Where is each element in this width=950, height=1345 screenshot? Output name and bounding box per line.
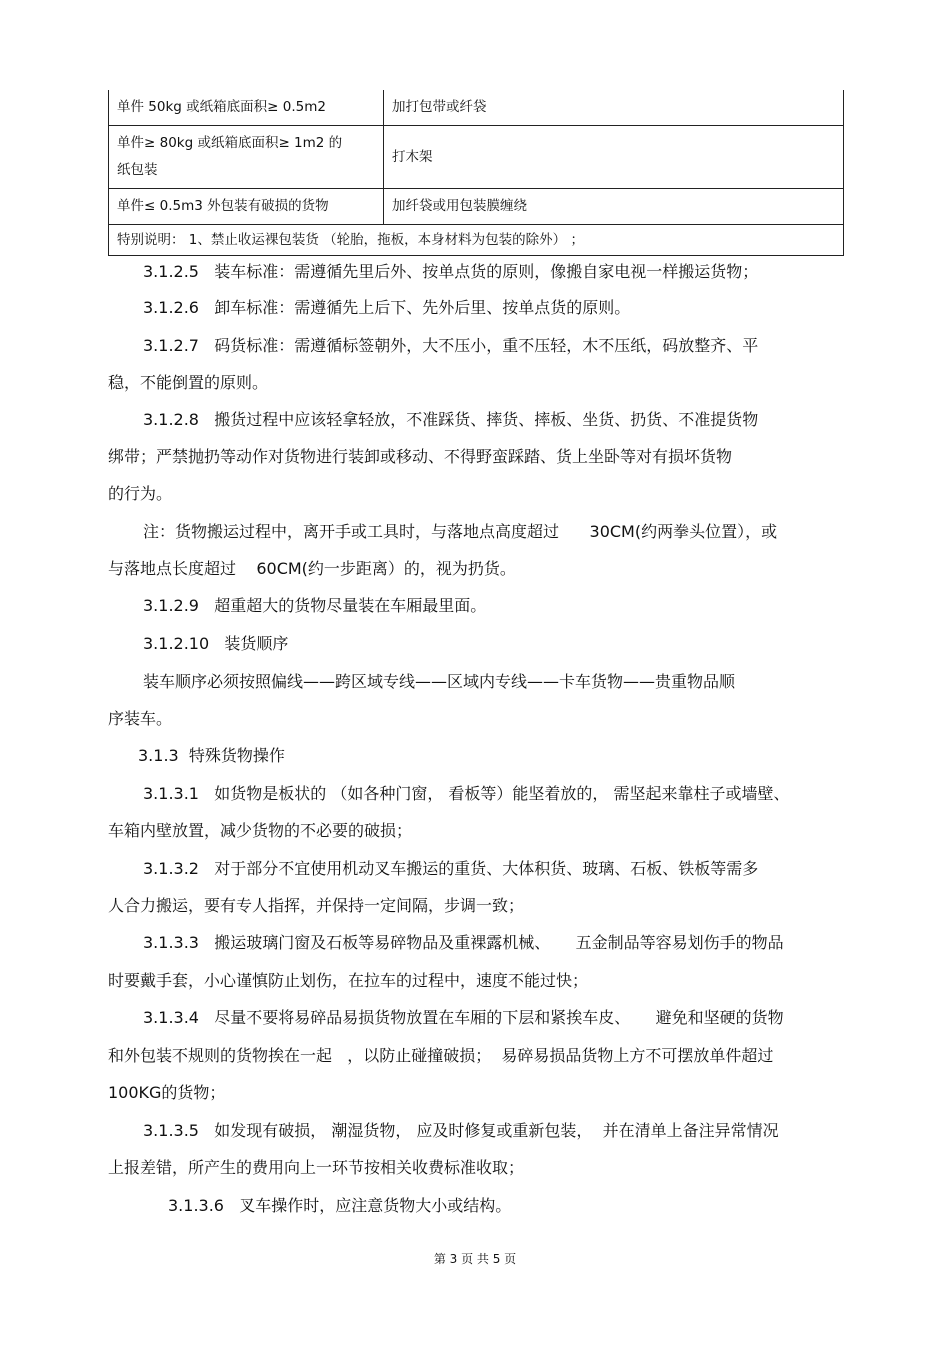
table-cell-condition bbox=[109, 126, 384, 189]
table-cell-action: 加纤袋或用包装膜缠绕 bbox=[384, 189, 844, 225]
table-note: 特别说明： 1、禁止收运裸包装货 （轮胎，拖板，本身材料为包装的除外） ； bbox=[109, 225, 844, 256]
table-cell-action: 加打包带或纤袋 bbox=[384, 90, 844, 126]
clause-3-1-3-6: 3.1.3.6 叉车操作时，应注意货物大小或结构。 bbox=[168, 1196, 512, 1215]
table-cell-condition: 单件≤ 0.5m3 外包装有破损的货物 bbox=[109, 189, 384, 225]
clause-3-1-3-5-cont: 上报差错，所产生的费用向上一环节按相关收费标准收取； bbox=[108, 1158, 525, 1177]
clause-3-1-3-5: 3.1.3.5 如发现有破损， 潮湿货物， 应及时修复或重新包装， 并在清单上备注异常情况 bbox=[143, 1121, 779, 1140]
clause-3-1-2-8-cont: 绑带；严禁抛扔等动作对货物进行装卸或移动、不得野蛮踩踏、货上坐卧等对有损坏货物 bbox=[108, 447, 733, 466]
table-row bbox=[109, 189, 844, 225]
clause-3-1-3-1: 3.1.3.1 如货物是板状的 （如各种门窗， 看板等）能坚着放的， 需坚起来靠柱子或墙壁、 bbox=[143, 784, 790, 803]
table-cell-action: 打木架 bbox=[384, 126, 844, 189]
loading-order-cont: 序装车。 bbox=[108, 709, 173, 728]
clause-3-1-2-6: 3.1.2.6 卸车标准：需遵循先上后下、先外后里、按单点货的原则。 bbox=[143, 298, 631, 317]
clause-3-1-2-8: 3.1.2.8 搬货过程中应该轻拿轻放，不准踩货、摔货、摔板、坐货、扔货、不准提货物 bbox=[143, 410, 759, 429]
clause-3-1-3-4: 3.1.3.4 尽量不要将易碎品易损货物放置在车厢的下层和紧挨车皮、 避免和坚硬的货物 bbox=[143, 1008, 784, 1027]
clause-3-1-3-3-cont: 时要戴手套，小心谨慎防止划伤，在拉车的过程中，速度不能过快； bbox=[108, 971, 589, 990]
clause-3-1-2-7: 3.1.2.7 码货标准：需遵循标签朝外，大不压小，重不压轻，木不压纸，码放整齐、平 bbox=[143, 336, 759, 355]
clause-3-1-3-1-cont: 车箱内壁放置，减少货物的不必要的破损； bbox=[108, 821, 413, 840]
clause-3-1-3-4-cont: 和外包装不规则的货物挨在一起 ，以防止碰撞破损； 易碎易损品货物上方不可摆放单件超过 bbox=[108, 1046, 774, 1065]
condition-line-1: 单件≥ 80kg 或纸箱底面积≥ 1m2 的 bbox=[117, 135, 343, 151]
clause-3-1-2-7-cont: 稳，不能倒置的原则。 bbox=[108, 373, 269, 392]
clause-3-1-3-2-cont: 人合力搬运，要有专人指挥，并保持一定间隔，步调一致； bbox=[108, 896, 525, 915]
section-3-1-3: 3.1.3 特殊货物操作 bbox=[138, 746, 285, 765]
clause-3-1-2-8-cont2: 的行为。 bbox=[108, 484, 173, 503]
condition-line-2: 纸包装 bbox=[117, 162, 158, 178]
clause-3-1-3-2: 3.1.3.2 对于部分不宜使用机动叉车搬运的重货、大体积货、玻璃、石板、铁板等需多 bbox=[143, 859, 759, 878]
clause-3-1-2-9: 3.1.2.9 超重超大的货物尽量装在车厢最里面。 bbox=[143, 596, 487, 615]
loading-order: 装车顺序必须按照偏线——跨区域专线——区域内专线——卡车货物——贵重物品顺 bbox=[143, 672, 736, 691]
table-row bbox=[109, 90, 844, 126]
page-number: 第 3 页 共 5 页 bbox=[433, 1252, 517, 1266]
clause-3-1-2-5: 3.1.2.5 装车标准：需遵循先里后外、按单点货的原则，像搬自家电视一样搬运货物； bbox=[143, 262, 759, 281]
note-line-cont: 与落地点长度超过 60CM(约一步距离）的，视为扔货。 bbox=[108, 559, 516, 578]
table-row bbox=[109, 126, 844, 189]
note-line: 注：货物搬运过程中，离开手或工具时，与落地点高度超过 30CM(约两拳头位置），或 bbox=[143, 522, 778, 541]
table-cell-condition: 单件 50kg 或纸箱底面积≥ 0.5m2 bbox=[109, 90, 384, 126]
clause-3-1-2-10: 3.1.2.10 装货顺序 bbox=[143, 634, 289, 653]
clause-3-1-3-4-cont2: 100KG的货物； bbox=[108, 1083, 226, 1102]
clause-3-1-3-3: 3.1.3.3 搬运玻璃门窗及石板等易碎物品及重裸露机械、 五金制品等容易划伤手的物品 bbox=[143, 933, 784, 952]
table-row bbox=[109, 225, 844, 256]
packaging-table bbox=[108, 90, 844, 256]
